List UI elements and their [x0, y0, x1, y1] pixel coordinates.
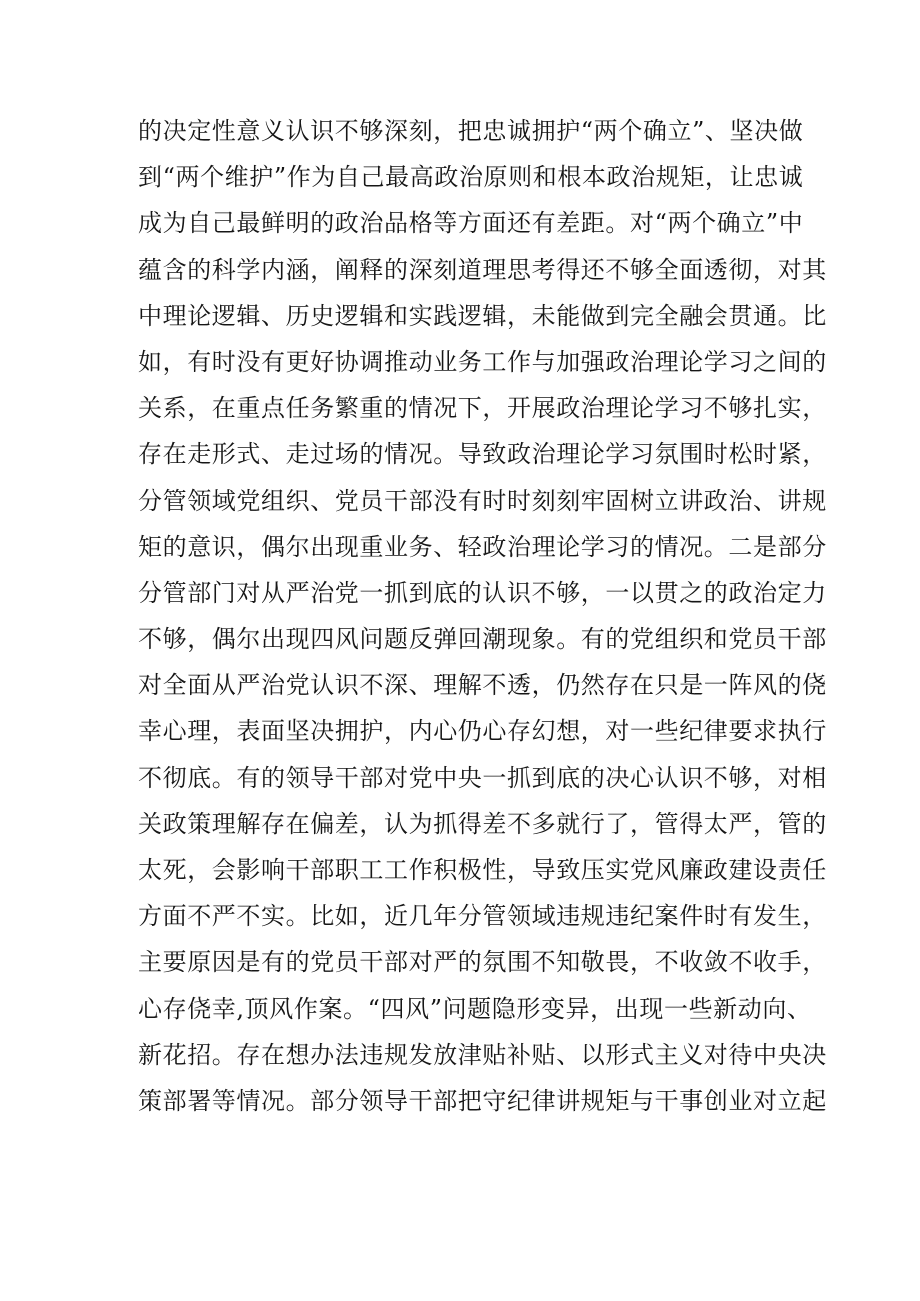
text-line: 蕴含的科学内涵，阐释的深刻道理思考得还不够全面透彻，对其 [138, 255, 827, 284]
text-line: 分管领域党组织、党员干部没有时时刻刻牢固树立讲政治、讲规 [138, 486, 827, 515]
text-line: 新花招。存在想办法违规发放津贴补贴、以形式主义对待中央决 [138, 1040, 827, 1069]
text-line: 关系，在重点任务繁重的情况下，开展政治理论学习不够扎实， [138, 394, 827, 423]
text-line: 关政策理解存在偏差，认为抓得差不多就行了，管得太严，管的 [138, 809, 827, 838]
text-line: 如，有时没有更好协调推动业务工作与加强政治理论学习之间的 [138, 347, 827, 376]
text-line: 不彻底。有的领导干部对党中央一抓到底的决心认识不够，对相 [138, 763, 827, 792]
text-line: 心存侥幸,顶风作案。“四风”问题隐形变异，出现一些新动向、 [138, 994, 812, 1023]
body-paragraph [138, 108, 827, 1124]
text-line: 到“两个维护”作为自己最高政治原则和根本政治规矩，让忠诚 [138, 163, 804, 192]
text-line: 太死，会影响干部职工工作积极性，导致压实党风廉政建设责任 [138, 856, 827, 884]
text-line: 成为自己最鲜明的政治品格等方面还有差距。对“两个确立”中 [138, 209, 804, 238]
text-line: 主要原因是有的党员干部对严的氛围不知敬畏，不收敛不收手， [138, 948, 827, 977]
text-line: 中理论逻辑、历史逻辑和实践逻辑，未能做到完全融会贯通。比 [138, 301, 827, 330]
text-line: 矩的意识，偶尔出现重业务、轻政治理论学习的情况。二是部分 [138, 532, 827, 561]
text-line: 策部署等情况。部分领导干部把守纪律讲规矩与干事创业对立起 [138, 1086, 827, 1115]
text-line: 对全面从严治党认识不深、理解不透，仍然存在只是一阵风的侥 [138, 671, 827, 700]
text-line: 分管部门对从严治党一抓到底的认识不够，一以贯之的政治定力 [138, 578, 827, 607]
text-line: 幸心理，表面坚决拥护，内心仍心存幻想，对一些纪律要求执行 [138, 717, 827, 746]
text-line: 存在走形式、走过场的情况。导致政治理论学习氛围时松时紧， [138, 440, 827, 469]
text-line: 不够，偶尔出现四风问题反弹回潮现象。有的党组织和党员干部 [138, 625, 827, 654]
text-line: 方面不严不实。比如，近几年分管领域违规违纪案件时有发生， [138, 902, 827, 931]
text-line: 的决定性意义认识不够深刻，把忠诚拥护“两个确立”、坚决做 [138, 117, 804, 145]
